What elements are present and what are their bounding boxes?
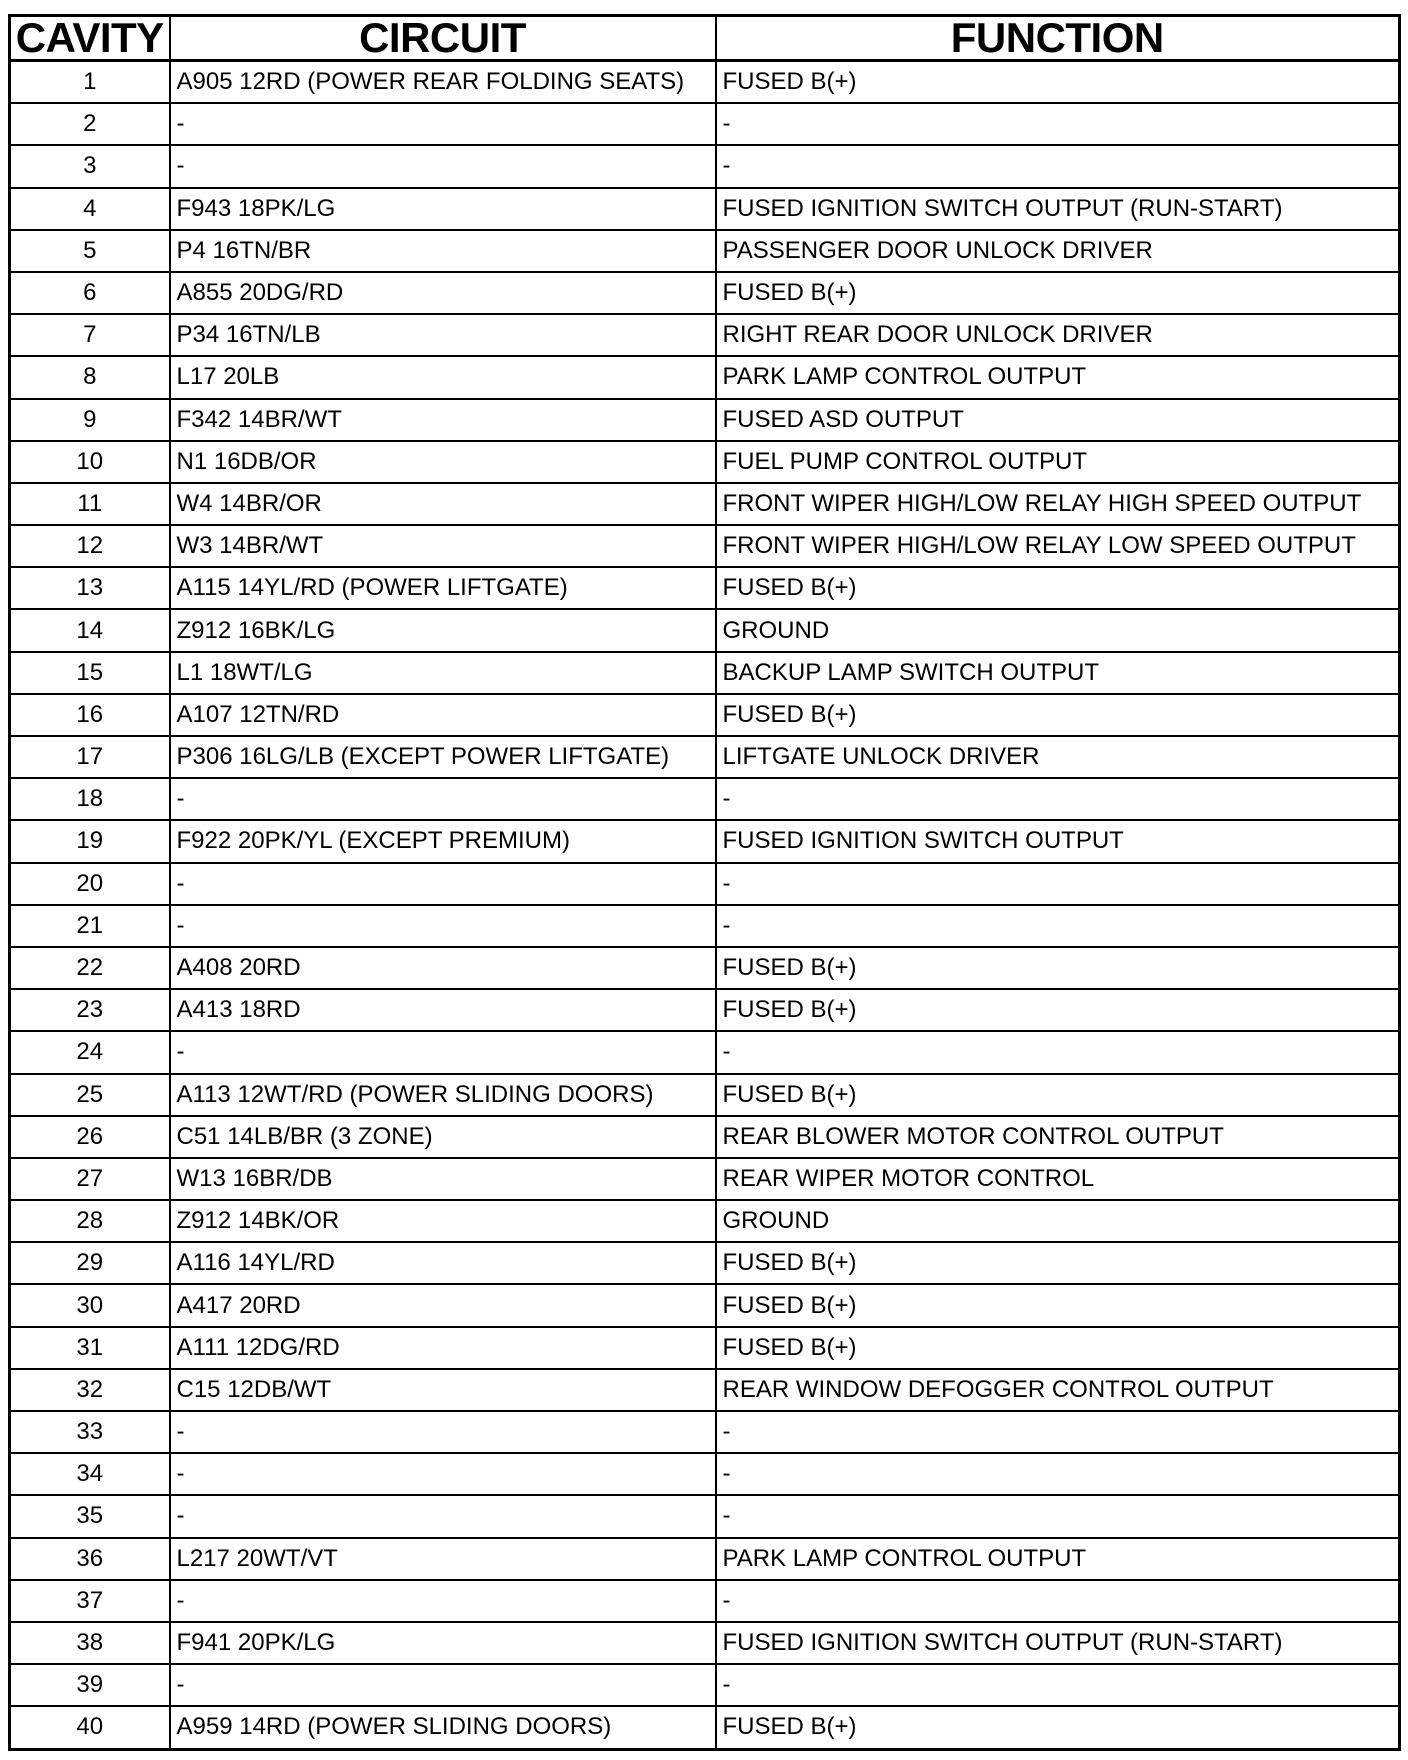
circuit-cell: A107 12TN/RD [170, 694, 716, 736]
cavity-cell: 30 [10, 1284, 170, 1326]
function-cell: FUSED IGNITION SWITCH OUTPUT (RUN-START) [716, 1622, 1400, 1664]
function-cell: PARK LAMP CONTROL OUTPUT [716, 1538, 1400, 1580]
cavity-cell: 25 [10, 1074, 170, 1116]
function-cell: - [716, 905, 1400, 947]
circuit-cell: A115 14YL/RD (POWER LIFTGATE) [170, 567, 716, 609]
function-cell: REAR WINDOW DEFOGGER CONTROL OUTPUT [716, 1369, 1400, 1411]
function-cell: - [716, 145, 1400, 187]
function-cell: FUSED B(+) [716, 1327, 1400, 1369]
cavity-cell: 40 [10, 1706, 170, 1749]
table-row [10, 1242, 1400, 1284]
circuit-cell: - [170, 1453, 716, 1495]
function-cell: PASSENGER DOOR UNLOCK DRIVER [716, 230, 1400, 272]
cavity-cell: 29 [10, 1242, 170, 1284]
function-cell: - [716, 1580, 1400, 1622]
circuit-cell: P34 16TN/LB [170, 314, 716, 356]
circuit-cell: A116 14YL/RD [170, 1242, 716, 1284]
table-row [10, 1538, 1400, 1580]
table-row [10, 314, 1400, 356]
circuit-cell: F922 20PK/YL (EXCEPT PREMIUM) [170, 820, 716, 862]
circuit-cell: - [170, 1664, 716, 1706]
table-row [10, 1495, 1400, 1537]
function-cell: FRONT WIPER HIGH/LOW RELAY LOW SPEED OUTPUT [716, 525, 1400, 567]
table-row [10, 820, 1400, 862]
cavity-cell: 35 [10, 1495, 170, 1537]
table-row [10, 989, 1400, 1031]
table-header [10, 16, 1400, 61]
cavity-cell: 20 [10, 863, 170, 905]
table-row [10, 1116, 1400, 1158]
table-row [10, 652, 1400, 694]
circuit-cell: W4 14BR/OR [170, 483, 716, 525]
circuit-cell: L1 18WT/LG [170, 652, 716, 694]
table-row [10, 905, 1400, 947]
cavity-cell: 37 [10, 1580, 170, 1622]
cavity-cell: 5 [10, 230, 170, 272]
cavity-cell: 4 [10, 188, 170, 230]
circuit-cell: F943 18PK/LG [170, 188, 716, 230]
circuit-cell: W13 16BR/DB [170, 1158, 716, 1200]
cavity-cell: 8 [10, 356, 170, 398]
function-cell: FUSED B(+) [716, 1242, 1400, 1284]
circuit-cell: - [170, 103, 716, 145]
function-cell: FRONT WIPER HIGH/LOW RELAY HIGH SPEED OUTPUT [716, 483, 1400, 525]
cavity-cell: 9 [10, 399, 170, 441]
circuit-cell: A408 20RD [170, 947, 716, 989]
table-row [10, 1074, 1400, 1116]
function-cell: - [716, 778, 1400, 820]
cavity-cell: 33 [10, 1411, 170, 1453]
table-row [10, 1622, 1400, 1664]
table-row [10, 863, 1400, 905]
circuit-cell: - [170, 905, 716, 947]
table-row [10, 609, 1400, 651]
cavity-cell: 14 [10, 609, 170, 651]
function-cell: GROUND [716, 1200, 1400, 1242]
circuit-cell: Z912 14BK/OR [170, 1200, 716, 1242]
cavity-cell: 17 [10, 736, 170, 778]
function-cell: - [716, 1453, 1400, 1495]
table-row [10, 1158, 1400, 1200]
table-row [10, 188, 1400, 230]
function-column-header: FUNCTION [716, 16, 1400, 61]
function-cell: FUSED B(+) [716, 1074, 1400, 1116]
table-row [10, 525, 1400, 567]
function-cell: FUSED B(+) [716, 1706, 1400, 1749]
function-cell: - [716, 863, 1400, 905]
circuit-cell: C51 14LB/BR (3 ZONE) [170, 1116, 716, 1158]
cavity-column-header: CAVITY [10, 16, 170, 61]
function-cell: RIGHT REAR DOOR UNLOCK DRIVER [716, 314, 1400, 356]
function-cell: LIFTGATE UNLOCK DRIVER [716, 736, 1400, 778]
circuit-cell: A113 12WT/RD (POWER SLIDING DOORS) [170, 1074, 716, 1116]
table-row [10, 61, 1400, 104]
circuit-cell: A413 18RD [170, 989, 716, 1031]
circuit-cell: - [170, 1031, 716, 1073]
function-cell: FUSED B(+) [716, 272, 1400, 314]
header-row [10, 16, 1400, 61]
circuit-cell: L17 20LB [170, 356, 716, 398]
table-row [10, 1327, 1400, 1369]
table-row [10, 272, 1400, 314]
table-row [10, 1411, 1400, 1453]
table-body [10, 61, 1400, 1750]
circuit-cell: A111 12DG/RD [170, 1327, 716, 1369]
cavity-cell: 7 [10, 314, 170, 356]
table-row [10, 736, 1400, 778]
table-row [10, 1580, 1400, 1622]
cavity-cell: 36 [10, 1538, 170, 1580]
circuit-cell: - [170, 1411, 716, 1453]
function-cell: FUSED ASD OUTPUT [716, 399, 1400, 441]
function-cell: FUSED IGNITION SWITCH OUTPUT [716, 820, 1400, 862]
function-cell: PARK LAMP CONTROL OUTPUT [716, 356, 1400, 398]
function-cell: REAR BLOWER MOTOR CONTROL OUTPUT [716, 1116, 1400, 1158]
cavity-cell: 21 [10, 905, 170, 947]
table-row [10, 230, 1400, 272]
function-cell: FUSED B(+) [716, 61, 1400, 104]
circuit-cell: - [170, 778, 716, 820]
circuit-cell: P4 16TN/BR [170, 230, 716, 272]
cavity-cell: 34 [10, 1453, 170, 1495]
cavity-cell: 18 [10, 778, 170, 820]
cavity-cell: 27 [10, 1158, 170, 1200]
circuit-cell: A855 20DG/RD [170, 272, 716, 314]
circuit-cell: - [170, 1580, 716, 1622]
table-row [10, 441, 1400, 483]
cavity-cell: 12 [10, 525, 170, 567]
circuit-cell: F342 14BR/WT [170, 399, 716, 441]
function-cell: - [716, 103, 1400, 145]
circuit-cell: A905 12RD (POWER REAR FOLDING SEATS) [170, 61, 716, 104]
function-cell: FUEL PUMP CONTROL OUTPUT [716, 441, 1400, 483]
function-cell: - [716, 1411, 1400, 1453]
cavity-cell: 23 [10, 989, 170, 1031]
table-row [10, 145, 1400, 187]
circuit-cell: Z912 16BK/LG [170, 609, 716, 651]
table-row [10, 778, 1400, 820]
table-row [10, 399, 1400, 441]
function-cell: FUSED B(+) [716, 567, 1400, 609]
circuit-cell: - [170, 145, 716, 187]
cavity-cell: 24 [10, 1031, 170, 1073]
cavity-cell: 16 [10, 694, 170, 736]
table-row [10, 1453, 1400, 1495]
circuit-cell: A959 14RD (POWER SLIDING DOORS) [170, 1706, 716, 1749]
cavity-cell: 10 [10, 441, 170, 483]
cavity-cell: 1 [10, 61, 170, 104]
circuit-cell: L217 20WT/VT [170, 1538, 716, 1580]
table-row [10, 1284, 1400, 1326]
circuit-column-header: CIRCUIT [170, 16, 716, 61]
table-row [10, 947, 1400, 989]
cavity-cell: 19 [10, 820, 170, 862]
cavity-cell: 6 [10, 272, 170, 314]
circuit-cell: P306 16LG/LB (EXCEPT POWER LIFTGATE) [170, 736, 716, 778]
function-cell: FUSED IGNITION SWITCH OUTPUT (RUN-START) [716, 188, 1400, 230]
table-row [10, 1200, 1400, 1242]
cavity-cell: 26 [10, 1116, 170, 1158]
function-cell: FUSED B(+) [716, 1284, 1400, 1326]
cavity-cell: 32 [10, 1369, 170, 1411]
circuit-cell: - [170, 863, 716, 905]
cavity-cell: 15 [10, 652, 170, 694]
cavity-cell: 31 [10, 1327, 170, 1369]
cavity-cell: 11 [10, 483, 170, 525]
circuit-cell: F941 20PK/LG [170, 1622, 716, 1664]
table-row [10, 1031, 1400, 1073]
function-cell: FUSED B(+) [716, 694, 1400, 736]
table-row [10, 694, 1400, 736]
cavity-cell: 2 [10, 103, 170, 145]
function-cell: BACKUP LAMP SWITCH OUTPUT [716, 652, 1400, 694]
table-row [10, 1706, 1400, 1749]
function-cell: - [716, 1495, 1400, 1537]
cavity-cell: 3 [10, 145, 170, 187]
table-row [10, 483, 1400, 525]
table-row [10, 1369, 1400, 1411]
function-cell: GROUND [716, 609, 1400, 651]
function-cell: FUSED B(+) [716, 989, 1400, 1031]
table-row [10, 567, 1400, 609]
circuit-cell: A417 20RD [170, 1284, 716, 1326]
pinout-table [8, 14, 1401, 1751]
circuit-cell: N1 16DB/OR [170, 441, 716, 483]
function-cell: - [716, 1031, 1400, 1073]
circuit-cell: W3 14BR/WT [170, 525, 716, 567]
cavity-cell: 39 [10, 1664, 170, 1706]
function-cell: REAR WIPER MOTOR CONTROL [716, 1158, 1400, 1200]
function-cell: FUSED B(+) [716, 947, 1400, 989]
cavity-cell: 22 [10, 947, 170, 989]
table-row [10, 1664, 1400, 1706]
circuit-cell: C15 12DB/WT [170, 1369, 716, 1411]
connector-pinout-document [8, 14, 1398, 1751]
cavity-cell: 28 [10, 1200, 170, 1242]
cavity-cell: 13 [10, 567, 170, 609]
function-cell: - [716, 1664, 1400, 1706]
cavity-cell: 38 [10, 1622, 170, 1664]
table-row [10, 356, 1400, 398]
table-row [10, 103, 1400, 145]
circuit-cell: - [170, 1495, 716, 1537]
